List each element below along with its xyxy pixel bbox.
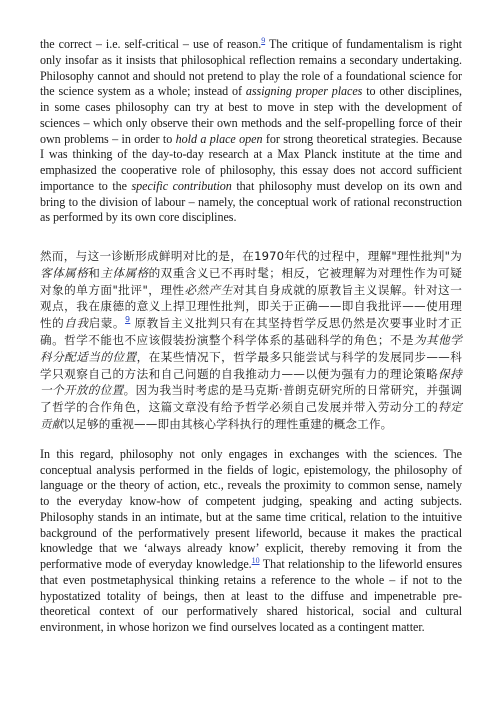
text-run: 启蒙。 xyxy=(88,316,126,331)
paragraph-english-2 xyxy=(40,447,462,636)
paragraph-chinese xyxy=(40,248,462,433)
text-run: The critique of fundamentalism is right only insofar as it insists that philosophical reflection remains a secondary undertaking. Philosophy cannot and should not pretend to play the role of a foundational science for the science system as a whole; instead of xyxy=(40,37,462,99)
emphasis-text: hold a place open xyxy=(175,131,263,146)
text-run: 的双重含义已不再时髦；相反，它被理解为对理性作为可疑对象的单方面"批评"，理性 xyxy=(40,265,462,297)
text-run: for strong theoretical strategies. Because I was thinking of the day-to-day research at a Max Planck institute at the time and emphasized the cooperative role of philosophy, this essay does not accord sufficient importance to the xyxy=(40,131,462,193)
emphasis-text: 必然产生 xyxy=(184,282,233,297)
emphasis-text: 保持一个开放的位置 xyxy=(40,366,462,398)
text-run: ，在某些情况下，哲学最多只能尝试与科学的发展同步——科学只观察自己的方法和自己问题的自我推动力——以便为强有力的理论策略 xyxy=(40,349,462,381)
text-run: 以足够的重视——即由其核心学科执行的理性重建的概念工作。 xyxy=(63,416,393,431)
text-run: 然而，与这一诊断形成鲜明对比的是，在1970年代的过程中，理解"理性批判"为 xyxy=(40,249,462,263)
emphasis-text: 客体属格 xyxy=(40,265,89,280)
text-run: That relationship to the lifeworld ensures that even postmetaphysical thinking retains a reference to the whole – if not to the hypostatized totality of beings, then at least to the diffuse and impenetrable pre-theoretical context of our performatively shared historical, social and cultural environment, in whose horizon we find ourselves located as a contingent matter. xyxy=(40,557,462,635)
text-run: 和 xyxy=(88,265,101,280)
text-run: to other disciplines, in some cases philosophy can try at best to move in step with the development of sciences – which only observe their own methods and the self-propelling force of their own problems – in order to xyxy=(40,84,463,146)
text-run: In this regard, philosophy not only engages in exchanges with the sciences. The conceptual analysis performed in the fields of logic, epistemology, the philosophy of language or the theory of action, etc., reveals the proximity to common sense, namely to the everyday know-how of competent judging, speaking and acting subjects. Philosophy stands in an intimate, but at the same time critical, relation to the intuitive background of the performatively present lifeworld, because it makes the practical knowledge that we ‘always already know’ explicit, thereby removing it from the performative mode of everyday knowledge. xyxy=(40,446,462,572)
text-run: that philosophy must develop on its own and bring to the division of labour – namely, the conceptual work of rational reconstruction as performed by its own core disciplines. xyxy=(40,178,462,225)
text-run: the correct – i.e. self-critical – use of reason. xyxy=(40,37,262,51)
paragraph-spacer xyxy=(40,226,462,248)
text-run: 原教旨主义批判只有在其坚持哲学反思仍然是次要事业时才正确。哲学不能也不应该假装扮演整个科学体系的基础科学的角色；不是 xyxy=(40,316,462,347)
document-page xyxy=(40,37,462,636)
paragraph-spacer xyxy=(40,433,462,447)
footnote-link[interactable]: 9 xyxy=(125,315,131,325)
paragraph-english-1 xyxy=(40,37,462,226)
emphasis-text: 自我 xyxy=(64,316,89,331)
footnote-link[interactable]: 10 xyxy=(251,556,260,566)
emphasis-text: 主体属格 xyxy=(100,265,149,280)
footnote-link[interactable]: 9 xyxy=(261,36,266,45)
emphasis-text: assigning proper places xyxy=(245,84,363,99)
text-run: 。因为我当时考虑的是马克斯·普朗克研究所的日常研究，并强调了哲学的合作角色，这篇文章没有给予哲学必须自己发展并带入劳动分工的 xyxy=(40,383,462,415)
emphasis-text: 特定贡献 xyxy=(40,400,462,431)
emphasis-text: specific contribution xyxy=(131,178,232,193)
text-run: 对其自身成就的原教旨主义误解。针对这一观点，我在康德的意义上捍卫理性批判，即关于正确——即自我批评——使用理性的 xyxy=(40,282,462,331)
emphasis-text: 为其他学科分配适当的位置 xyxy=(40,332,462,364)
